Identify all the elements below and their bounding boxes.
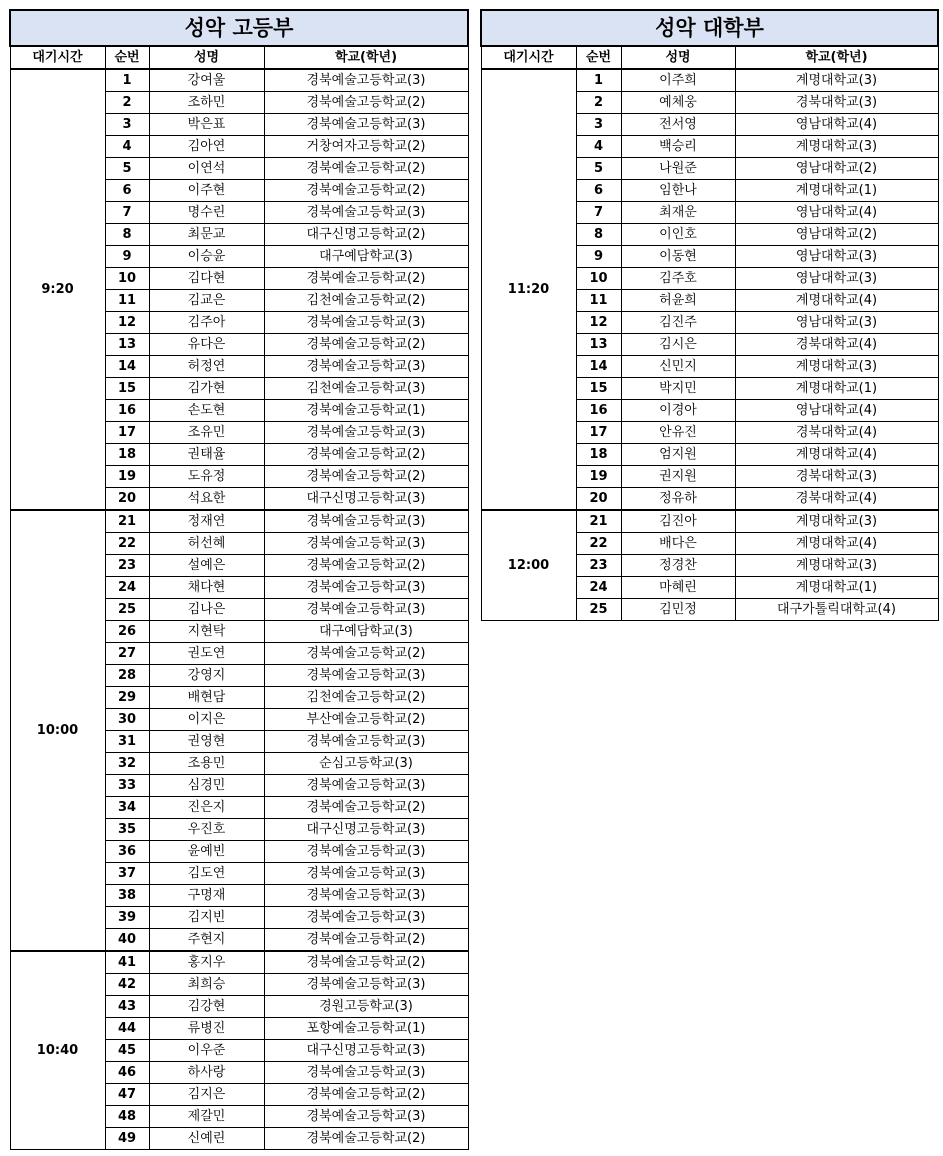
school-cell: 계명대학교(1)	[735, 378, 938, 400]
school-cell: 계명대학교(3)	[735, 510, 938, 533]
name-cell: 김시은	[621, 334, 735, 356]
wait-time-cell: 9:20	[10, 69, 105, 510]
name-cell: 김아연	[149, 136, 264, 158]
school-cell: 경북예술고등학교(2)	[264, 555, 468, 577]
order-cell: 43	[105, 996, 149, 1018]
school-cell: 계명대학교(3)	[735, 69, 938, 92]
table-row	[10, 951, 468, 974]
school-cell: 경북예술고등학교(3)	[264, 907, 468, 929]
name-cell: 최문교	[149, 224, 264, 246]
name-cell: 김지은	[149, 1084, 264, 1106]
name-cell: 지현탁	[149, 621, 264, 643]
name-cell: 김지빈	[149, 907, 264, 929]
school-cell: 영남대학교(3)	[735, 312, 938, 334]
name-cell: 도유정	[149, 466, 264, 488]
name-cell: 홍지우	[149, 951, 264, 974]
order-cell: 10	[576, 268, 621, 290]
order-cell: 3	[105, 114, 149, 136]
order-cell: 12	[105, 312, 149, 334]
name-cell: 박지민	[621, 378, 735, 400]
order-cell: 41	[105, 951, 149, 974]
name-cell: 배현담	[149, 687, 264, 709]
school-cell: 경북예술고등학교(3)	[264, 533, 468, 555]
name-cell: 석요한	[149, 488, 264, 511]
order-cell: 13	[576, 334, 621, 356]
order-cell: 10	[105, 268, 149, 290]
school-cell: 영남대학교(4)	[735, 202, 938, 224]
wait-time-cell: 12:00	[481, 510, 576, 621]
school-cell: 경북예술고등학교(3)	[264, 731, 468, 753]
name-cell: 조용민	[149, 753, 264, 775]
name-cell: 전서영	[621, 114, 735, 136]
name-cell: 손도현	[149, 400, 264, 422]
name-cell: 권지원	[621, 466, 735, 488]
header-name: 성명	[149, 46, 264, 69]
order-cell: 11	[576, 290, 621, 312]
name-cell: 주현지	[149, 929, 264, 952]
order-cell: 13	[105, 334, 149, 356]
order-cell: 7	[576, 202, 621, 224]
order-cell: 11	[105, 290, 149, 312]
school-cell: 영남대학교(2)	[735, 224, 938, 246]
name-cell: 마혜린	[621, 577, 735, 599]
name-cell: 이경아	[621, 400, 735, 422]
school-cell: 경북예술고등학교(3)	[264, 863, 468, 885]
school-cell: 경북예술고등학교(3)	[264, 1062, 468, 1084]
order-cell: 34	[105, 797, 149, 819]
school-cell: 계명대학교(4)	[735, 290, 938, 312]
header-school-grade: 학교(학년)	[735, 46, 938, 69]
name-cell: 김주호	[621, 268, 735, 290]
school-cell: 순심고등학교(3)	[264, 753, 468, 775]
name-cell: 권영현	[149, 731, 264, 753]
name-cell: 김주아	[149, 312, 264, 334]
name-cell: 조유민	[149, 422, 264, 444]
order-cell: 25	[576, 599, 621, 621]
school-cell: 경북예술고등학교(2)	[264, 92, 468, 114]
order-cell: 20	[576, 488, 621, 511]
school-cell: 경북예술고등학교(2)	[264, 158, 468, 180]
school-cell: 경북예술고등학교(3)	[264, 356, 468, 378]
name-cell: 조하민	[149, 92, 264, 114]
school-cell: 영남대학교(3)	[735, 246, 938, 268]
school-cell: 경북예술고등학교(3)	[264, 577, 468, 599]
header-school-grade: 학교(학년)	[264, 46, 468, 69]
school-cell: 경북예술고등학교(3)	[264, 69, 468, 92]
name-cell: 허윤희	[621, 290, 735, 312]
order-cell: 15	[576, 378, 621, 400]
order-cell: 37	[105, 863, 149, 885]
school-cell: 경원고등학교(3)	[264, 996, 468, 1018]
order-cell: 14	[105, 356, 149, 378]
name-cell: 최재운	[621, 202, 735, 224]
header-wait-time: 대기시간	[10, 46, 105, 69]
school-cell: 경북예술고등학교(2)	[264, 334, 468, 356]
order-cell: 42	[105, 974, 149, 996]
name-cell: 심경민	[149, 775, 264, 797]
school-cell: 대구신명고등학교(2)	[264, 224, 468, 246]
order-cell: 5	[576, 158, 621, 180]
name-cell: 정재연	[149, 510, 264, 533]
school-cell: 경북예술고등학교(2)	[264, 797, 468, 819]
order-cell: 1	[576, 69, 621, 92]
name-cell: 진은지	[149, 797, 264, 819]
school-cell: 경북예술고등학교(2)	[264, 1128, 468, 1150]
school-cell: 대구신명고등학교(3)	[264, 1040, 468, 1062]
wait-time-cell: 10:40	[10, 951, 105, 1150]
order-cell: 46	[105, 1062, 149, 1084]
name-cell: 엄지원	[621, 444, 735, 466]
school-cell: 대구가톨릭대학교(4)	[735, 599, 938, 621]
name-cell: 류병진	[149, 1018, 264, 1040]
school-cell: 계명대학교(3)	[735, 356, 938, 378]
order-cell: 9	[576, 246, 621, 268]
order-cell: 47	[105, 1084, 149, 1106]
order-cell: 24	[576, 577, 621, 599]
school-cell: 경북예술고등학교(3)	[264, 665, 468, 687]
order-cell: 31	[105, 731, 149, 753]
order-cell: 19	[105, 466, 149, 488]
name-cell: 권태율	[149, 444, 264, 466]
order-cell: 17	[576, 422, 621, 444]
school-cell: 경북예술고등학교(3)	[264, 974, 468, 996]
name-cell: 나원준	[621, 158, 735, 180]
school-cell: 경북대학교(4)	[735, 334, 938, 356]
name-cell: 허선혜	[149, 533, 264, 555]
school-cell: 영남대학교(4)	[735, 114, 938, 136]
school-cell: 경북예술고등학교(2)	[264, 444, 468, 466]
name-cell: 김다현	[149, 268, 264, 290]
order-cell: 24	[105, 577, 149, 599]
name-cell: 이동현	[621, 246, 735, 268]
school-cell: 대구예담학교(3)	[264, 246, 468, 268]
name-cell: 김진아	[621, 510, 735, 533]
school-cell: 경북예술고등학교(2)	[264, 929, 468, 952]
school-cell: 경북대학교(4)	[735, 422, 938, 444]
name-cell: 김진주	[621, 312, 735, 334]
order-cell: 7	[105, 202, 149, 224]
order-cell: 20	[105, 488, 149, 511]
header-wait-time: 대기시간	[481, 46, 576, 69]
order-cell: 35	[105, 819, 149, 841]
header-order: 순번	[105, 46, 149, 69]
school-cell: 경북예술고등학교(3)	[264, 422, 468, 444]
name-cell: 이주희	[621, 69, 735, 92]
order-cell: 22	[105, 533, 149, 555]
order-cell: 1	[105, 69, 149, 92]
order-cell: 27	[105, 643, 149, 665]
name-cell: 백승리	[621, 136, 735, 158]
school-cell: 대구신명고등학교(3)	[264, 488, 468, 511]
high-school-schedule-table	[9, 9, 469, 1150]
name-cell: 설예은	[149, 555, 264, 577]
name-cell: 안유진	[621, 422, 735, 444]
name-cell: 신민지	[621, 356, 735, 378]
school-cell: 부산예술고등학교(2)	[264, 709, 468, 731]
name-cell: 명수린	[149, 202, 264, 224]
order-cell: 17	[105, 422, 149, 444]
school-cell: 계명대학교(1)	[735, 180, 938, 202]
name-cell: 허정연	[149, 356, 264, 378]
order-cell: 30	[105, 709, 149, 731]
order-cell: 18	[576, 444, 621, 466]
name-cell: 김가현	[149, 378, 264, 400]
order-cell: 6	[105, 180, 149, 202]
name-cell: 이승윤	[149, 246, 264, 268]
name-cell: 구명재	[149, 885, 264, 907]
school-cell: 경북예술고등학교(2)	[264, 180, 468, 202]
school-cell: 영남대학교(2)	[735, 158, 938, 180]
name-cell: 윤예빈	[149, 841, 264, 863]
name-cell: 이지은	[149, 709, 264, 731]
order-cell: 2	[105, 92, 149, 114]
header-name: 성명	[621, 46, 735, 69]
table-row	[481, 69, 938, 92]
order-cell: 21	[576, 510, 621, 533]
wait-time-cell: 10:00	[10, 510, 105, 951]
order-cell: 38	[105, 885, 149, 907]
school-cell: 경북예술고등학교(3)	[264, 599, 468, 621]
school-cell: 경북예술고등학교(2)	[264, 1084, 468, 1106]
name-cell: 김교은	[149, 290, 264, 312]
name-cell: 채다현	[149, 577, 264, 599]
name-cell: 정유하	[621, 488, 735, 511]
school-cell: 대구예담학교(3)	[264, 621, 468, 643]
header-order: 순번	[576, 46, 621, 69]
name-cell: 김나은	[149, 599, 264, 621]
order-cell: 6	[576, 180, 621, 202]
name-cell: 이연석	[149, 158, 264, 180]
school-cell: 대구신명고등학교(3)	[264, 819, 468, 841]
school-cell: 김천예술고등학교(2)	[264, 290, 468, 312]
school-cell: 계명대학교(3)	[735, 136, 938, 158]
order-cell: 36	[105, 841, 149, 863]
table-title: 성악 고등부	[10, 10, 468, 46]
order-cell: 32	[105, 753, 149, 775]
name-cell: 유다은	[149, 334, 264, 356]
order-cell: 40	[105, 929, 149, 952]
school-cell: 계명대학교(3)	[735, 555, 938, 577]
name-cell: 우진호	[149, 819, 264, 841]
order-cell: 29	[105, 687, 149, 709]
school-cell: 경북예술고등학교(3)	[264, 510, 468, 533]
order-cell: 3	[576, 114, 621, 136]
school-cell: 영남대학교(3)	[735, 268, 938, 290]
name-cell: 신예린	[149, 1128, 264, 1150]
school-cell: 경북예술고등학교(2)	[264, 951, 468, 974]
order-cell: 25	[105, 599, 149, 621]
order-cell: 39	[105, 907, 149, 929]
school-cell: 경북예술고등학교(2)	[264, 268, 468, 290]
name-cell: 이주현	[149, 180, 264, 202]
order-cell: 33	[105, 775, 149, 797]
name-cell: 하사랑	[149, 1062, 264, 1084]
school-cell: 경북대학교(3)	[735, 92, 938, 114]
school-cell: 경북예술고등학교(3)	[264, 841, 468, 863]
school-cell: 경북예술고등학교(2)	[264, 643, 468, 665]
order-cell: 16	[105, 400, 149, 422]
order-cell: 19	[576, 466, 621, 488]
order-cell: 5	[105, 158, 149, 180]
name-cell: 이우준	[149, 1040, 264, 1062]
school-cell: 경북대학교(4)	[735, 488, 938, 511]
table-row	[10, 69, 468, 92]
university-schedule-table	[480, 9, 939, 621]
name-cell: 강영지	[149, 665, 264, 687]
school-cell: 경북예술고등학교(1)	[264, 400, 468, 422]
name-cell: 정경찬	[621, 555, 735, 577]
order-cell: 12	[576, 312, 621, 334]
order-cell: 8	[105, 224, 149, 246]
name-cell: 박은표	[149, 114, 264, 136]
school-cell: 경북대학교(3)	[735, 466, 938, 488]
order-cell: 23	[576, 555, 621, 577]
order-cell: 16	[576, 400, 621, 422]
name-cell: 최희승	[149, 974, 264, 996]
order-cell: 18	[105, 444, 149, 466]
school-cell: 경북예술고등학교(2)	[264, 466, 468, 488]
name-cell: 권도연	[149, 643, 264, 665]
school-cell: 김천예술고등학교(3)	[264, 378, 468, 400]
order-cell: 45	[105, 1040, 149, 1062]
order-cell: 14	[576, 356, 621, 378]
school-cell: 포항예술고등학교(1)	[264, 1018, 468, 1040]
name-cell: 제갈민	[149, 1106, 264, 1128]
order-cell: 15	[105, 378, 149, 400]
school-cell: 경북예술고등학교(3)	[264, 885, 468, 907]
school-cell: 경북예술고등학교(3)	[264, 312, 468, 334]
order-cell: 44	[105, 1018, 149, 1040]
order-cell: 23	[105, 555, 149, 577]
table-row	[481, 510, 938, 533]
order-cell: 49	[105, 1128, 149, 1150]
order-cell: 8	[576, 224, 621, 246]
table-row	[10, 510, 468, 533]
name-cell: 예체웅	[621, 92, 735, 114]
school-cell: 영남대학교(4)	[735, 400, 938, 422]
order-cell: 48	[105, 1106, 149, 1128]
order-cell: 21	[105, 510, 149, 533]
school-cell: 경북예술고등학교(3)	[264, 1106, 468, 1128]
school-cell: 김천예술고등학교(2)	[264, 687, 468, 709]
order-cell: 4	[576, 136, 621, 158]
order-cell: 4	[105, 136, 149, 158]
order-cell: 22	[576, 533, 621, 555]
name-cell: 김도연	[149, 863, 264, 885]
name-cell: 김강현	[149, 996, 264, 1018]
name-cell: 임한나	[621, 180, 735, 202]
school-cell: 거창여자고등학교(2)	[264, 136, 468, 158]
name-cell: 강여울	[149, 69, 264, 92]
order-cell: 26	[105, 621, 149, 643]
wait-time-cell: 11:20	[481, 69, 576, 510]
school-cell: 경북예술고등학교(3)	[264, 114, 468, 136]
school-cell: 경북예술고등학교(3)	[264, 202, 468, 224]
name-cell: 김민정	[621, 599, 735, 621]
order-cell: 9	[105, 246, 149, 268]
order-cell: 2	[576, 92, 621, 114]
name-cell: 이인호	[621, 224, 735, 246]
order-cell: 28	[105, 665, 149, 687]
name-cell: 배다은	[621, 533, 735, 555]
table-title: 성악 대학부	[481, 10, 938, 46]
school-cell: 경북예술고등학교(3)	[264, 775, 468, 797]
school-cell: 계명대학교(4)	[735, 444, 938, 466]
school-cell: 계명대학교(4)	[735, 533, 938, 555]
school-cell: 계명대학교(1)	[735, 577, 938, 599]
